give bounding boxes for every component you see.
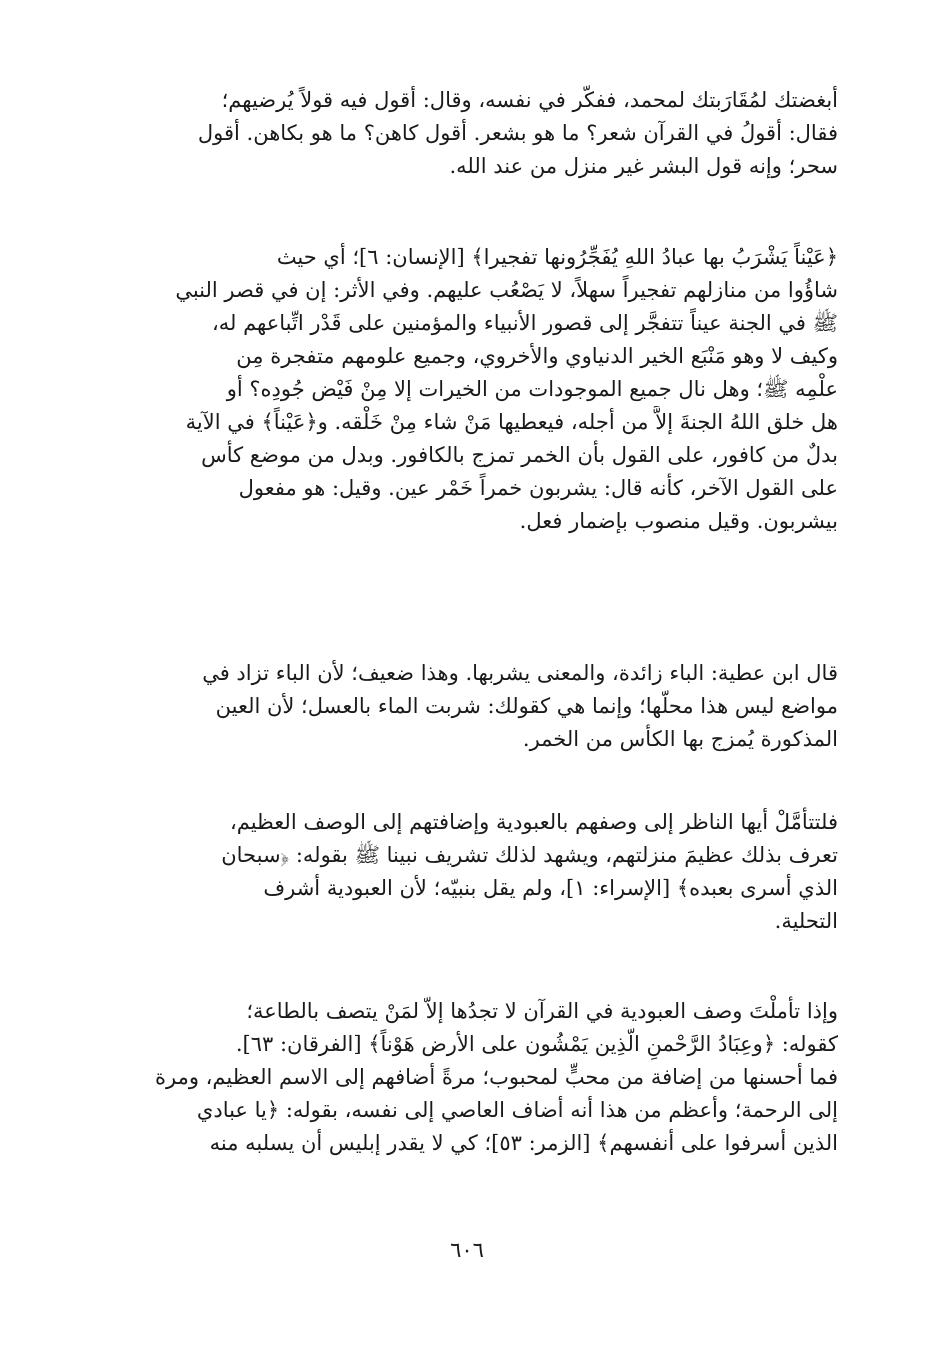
paragraph-1 bbox=[118, 84, 838, 183]
text-line: المذكورة يُمزج بها الكأس من الخمر. bbox=[522, 727, 838, 751]
text-line: سحر؛ وإنه قول البشر غير منزل من عند الله. bbox=[449, 154, 838, 178]
text-line: علْمِه ﷺ؛ وهل نال جميع الموجودات من الخيرات إلا مِنْ فَيْض جُودِه؟ أو bbox=[226, 377, 838, 401]
text-line: فقال: أقولُ في القرآن شعر؟ ما هو بشعر. أقول كاهن؟ ما هو بكاهن. أقول bbox=[197, 121, 838, 145]
paragraph-3 bbox=[118, 657, 838, 756]
text-line: شاؤُوا من منازلهم تفجيراً سهلاً، لا يَصْعُب عليهم. وفي الأثر: إن في قصر النبي bbox=[175, 278, 838, 302]
text-line: الذي أسرى بعبده﴾ [الإسراء: ١]، ولم يقل بنبيّه؛ لأن العبودية أشرف bbox=[263, 876, 838, 900]
text-line: مواضع ليس هذا محلّها؛ وإنما هي كقولك: شربت الماء بالعسل؛ لأن العين bbox=[215, 694, 838, 718]
text-line: تعرف بذلك عظيمَ منزلتهم، ويشهد لذلك تشريف نبينا ﷺ بقوله: ﴿سبحان bbox=[221, 843, 838, 867]
text-line: وكيف لا وهو مَنْبَع الخير الدنياوي والأخروي، وجميع علومهم متفجرة مِن bbox=[236, 344, 838, 368]
text-line: هل خلق اللهُ الجنةَ إلاَّ من أجله، فيعطيها مَنْ شاء مِنْ خَلْقه. و﴿عَيْناً﴾ في الآية bbox=[185, 410, 838, 434]
text-line: كقوله: ﴿وعِبَادُ الرَّحْمنِ الَّذِين يَمْشُون على الأرض هَوْناً﴾ [الفرقان: ٦٣]. bbox=[235, 1032, 838, 1056]
text-line: إلى الرحمة؛ وأعظم من هذا أنه أضاف العاصي إلى نفسه، بقوله: ﴿يا عبادي bbox=[196, 1098, 838, 1122]
text-line: بيشربون. وقيل منصوب بإضمار فعل. bbox=[519, 509, 838, 533]
text-line: بدلٌ من كافور، على القول بأن الخمر تمزج بالكافور. وبدل من موضع كأس bbox=[201, 443, 838, 467]
text-line: التحلية. bbox=[774, 909, 838, 933]
text-line: ﴿عَيْناً يَشْرَبُ بها عبادُ اللهِ يُفَجِّرُونها تفجيرا﴾ [الإنسان: ٦]؛ أي حيث bbox=[276, 245, 838, 269]
text-line: أبغضتك لمُقَارَبتك لمحمد، ففكّر في نفسه، وقال: أقول فيه قولاً يُرضيهم؛ bbox=[221, 88, 838, 112]
text-line: على القول الآخر، كأنه قال: يشربون خمراً خَمْر عين. وقيل: هو مفعول bbox=[238, 476, 838, 500]
text-line: قال ابن عطية: الباء زائدة، والمعنى يشربها. وهذا ضعيف؛ لأن الباء تزاد في bbox=[202, 661, 838, 685]
text-line: ﷺ في الجنة عيناً تتفجَّر إلى قصور الأنبياء والمؤمنين على قَدْر اتِّباعهم له، bbox=[211, 311, 838, 335]
text-line: الذين أسرفوا على أنفسهم﴾ [الزمر: ٥٣]؛ كي لا يقدر إبليس أن يسلبه منه bbox=[209, 1131, 838, 1155]
page-number: ٦٠٦ bbox=[450, 1238, 484, 1262]
text-line: فلتتأمَّلْ أيها الناظر إلى وصفهم بالعبودية وإضافتهم إلى الوصف العظيم، bbox=[229, 810, 838, 834]
paragraph-5 bbox=[118, 995, 838, 1160]
text-line: وإذا تأملْتَ وصف العبودية في القرآن لا تجدُها إلاّ لمَنْ يتصف بالطاعة؛ bbox=[246, 999, 838, 1023]
text-line: فما أحسنها من إضافة من محبٍّ لمحبوب؛ مرةً أضافهم إلى الاسم العظيم، ومرة bbox=[154, 1065, 838, 1089]
paragraph-4 bbox=[118, 806, 838, 938]
paragraph-2 bbox=[118, 241, 838, 538]
